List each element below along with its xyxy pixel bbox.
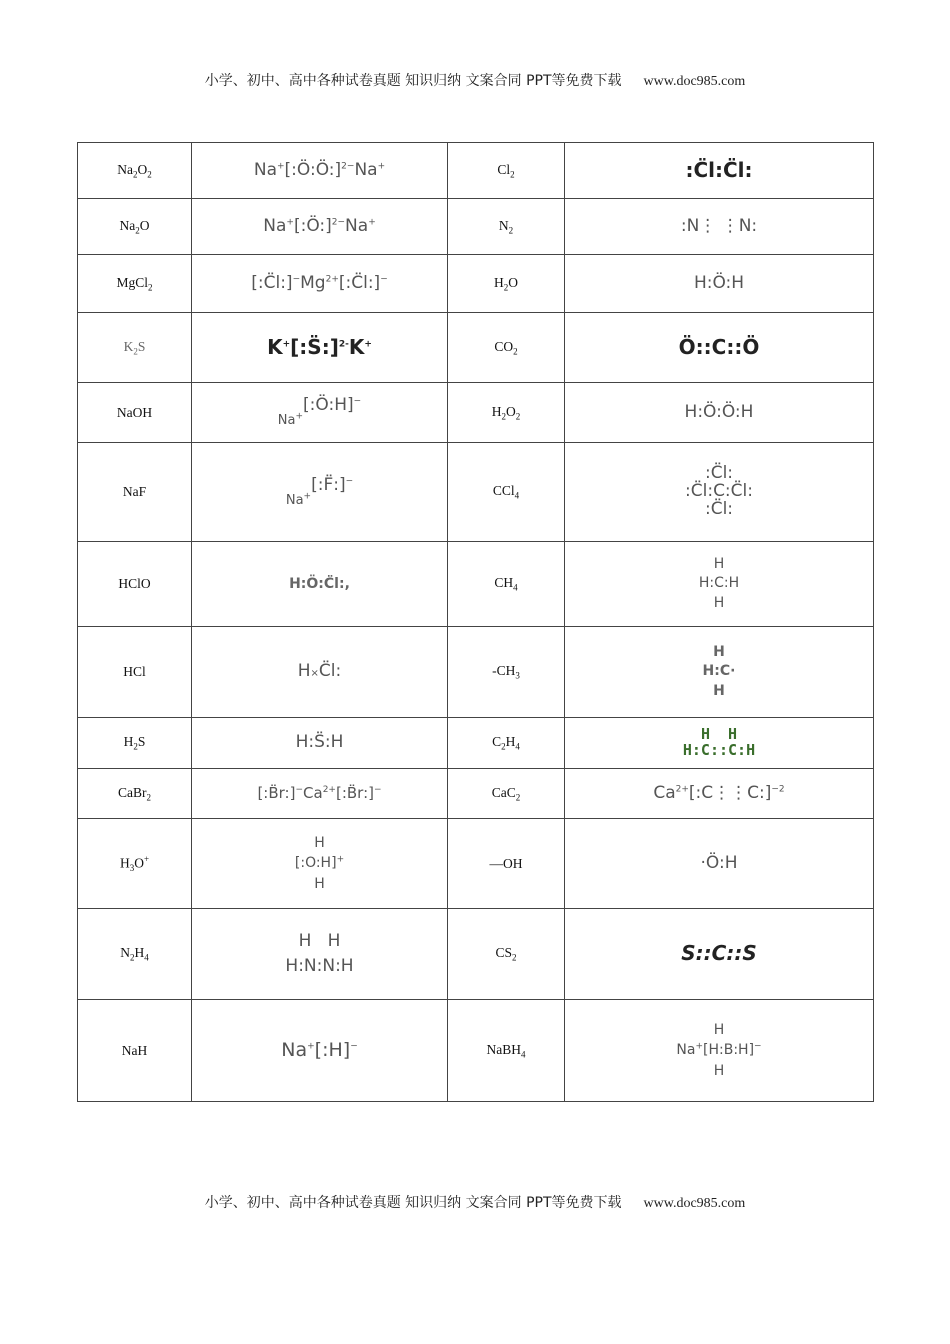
table-row — [78, 199, 874, 255]
electron-formula-cell: H×C̈l: — [192, 627, 448, 718]
electron-formula-cell: H H:C· H — [565, 627, 874, 718]
electron-formula-cell: $[:C̈l:]^-Mg^{2+}[:C̈l:]^-$ — [192, 255, 448, 313]
electron-formula-cell: S::C::S — [565, 909, 874, 1000]
formula-cell: CaC$_2$ — [448, 769, 565, 819]
electron-formula-cell: H:Ö:Ö:H — [565, 383, 874, 443]
formula-cell: $CS_2$ — [448, 909, 565, 1000]
electron-formula-cell: H H:C:H H — [565, 542, 874, 627]
electron-formula-cell: :N⋮ ⋮N: — [565, 199, 874, 255]
table-row — [78, 769, 874, 819]
formula-cell: $N_2H_4$ — [78, 909, 192, 1000]
formula-cell: $H_2S$ — [78, 718, 192, 769]
table-row — [78, 1000, 874, 1102]
header-text: 小学、初中、高中各种试卷真题 知识归纳 文案合同 PPT等免费下载 — [204, 73, 622, 89]
page-header — [0, 70, 950, 90]
header-site: www.doc985.com — [643, 74, 746, 89]
formula-cell: $N_2$ — [448, 199, 565, 255]
table-row — [78, 313, 874, 383]
formula-cell: HCl — [78, 627, 192, 718]
electron-formula-cell: :C̈l: :C̈l:C:C̈l: :C̈l: — [565, 443, 874, 542]
table-row — [78, 909, 874, 1000]
formula-cell: $K_2S$ — [78, 313, 192, 383]
formula-cell: NaF — [78, 443, 192, 542]
formula-cell: $CO_2$ — [448, 313, 565, 383]
formula-cell: MgCl$_2$ — [78, 255, 192, 313]
table-row — [78, 443, 874, 542]
table-row — [78, 383, 874, 443]
formula-cell: $H_2O$ — [448, 255, 565, 313]
electron-formula-cell: Na+[:Ö:]$^{2-}$Na+ — [192, 199, 448, 255]
electron-formula-cell: H:Ö:C̈l:, — [192, 542, 448, 627]
electron-formula-cell: $_{Na^+}$[:F̈:]− — [192, 443, 448, 542]
table-row — [78, 627, 874, 718]
formula-cell: $H_2O_2$ — [448, 383, 565, 443]
footer-text: 小学、初中、高中各种试卷真题 知识归纳 文案合同 PPT等免费下载 — [204, 1195, 622, 1211]
page-footer — [0, 1192, 950, 1212]
electron-formula-cell: $Ca^{2+}[:C⋮⋮C:]^{-2}$ — [565, 769, 874, 819]
formula-cell: $Na_2O$ — [78, 199, 192, 255]
table-row — [78, 255, 874, 313]
formula-cell: $C_2H_4$ — [448, 718, 565, 769]
electron-formula-cell: Na+[:Ö:Ö:]$^{2-}$Na+ — [192, 143, 448, 199]
footer-site: www.doc985.com — [643, 1196, 746, 1211]
formula-cell: HClO — [78, 542, 192, 627]
formula-cell: NaH — [78, 1000, 192, 1102]
formula-cell: —OH — [448, 819, 565, 909]
electron-formula-cell: $[:B̈r:]^-Ca^{2+}[:B̈r:]^-$ — [192, 769, 448, 819]
electron-formula-cell: H Na+[H:B:H]− H — [565, 1000, 874, 1102]
electron-formula-cell: H:S̈:H — [192, 718, 448, 769]
electron-formula-cell: H H H:C::C:H — [565, 718, 874, 769]
electron-formula-cell: H [:O:H]+ H — [192, 819, 448, 909]
table-row — [78, 718, 874, 769]
formula-cell: NaOH — [78, 383, 192, 443]
table-row — [78, 819, 874, 909]
electron-formula-cell: K+[:S̈:]$^{2-}$K+ — [192, 313, 448, 383]
formula-cell: $-CH_3$ — [448, 627, 565, 718]
formula-cell: CCl$_4$ — [448, 443, 565, 542]
electron-formula-cell: :C̈l:C̈l: — [565, 143, 874, 199]
formula-cell: $Cl_2$ — [448, 143, 565, 199]
electron-formula-cell: ·Ö:H — [565, 819, 874, 909]
electron-formula-cell: H H H:N:N:H — [192, 909, 448, 1000]
electron-formula-cell: $_{Na^+}$[:Ö:H]− — [192, 383, 448, 443]
formula-cell: CaBr$_2$ — [78, 769, 192, 819]
formula-cell: $Na_2O_2$ — [78, 143, 192, 199]
electron-formula-cell: Na+[:H]− — [192, 1000, 448, 1102]
table-row — [78, 143, 874, 199]
formula-cell: NaBH$_4$ — [448, 1000, 565, 1102]
electron-formula-cell: Ö::C::Ö — [565, 313, 874, 383]
table-row — [78, 542, 874, 627]
formula-cell: $CH_4$ — [448, 542, 565, 627]
formula-cell: $H_3O^+$ — [78, 819, 192, 909]
electron-formula-cell: H:Ö:H — [565, 255, 874, 313]
electron-formula-table — [77, 142, 874, 1102]
